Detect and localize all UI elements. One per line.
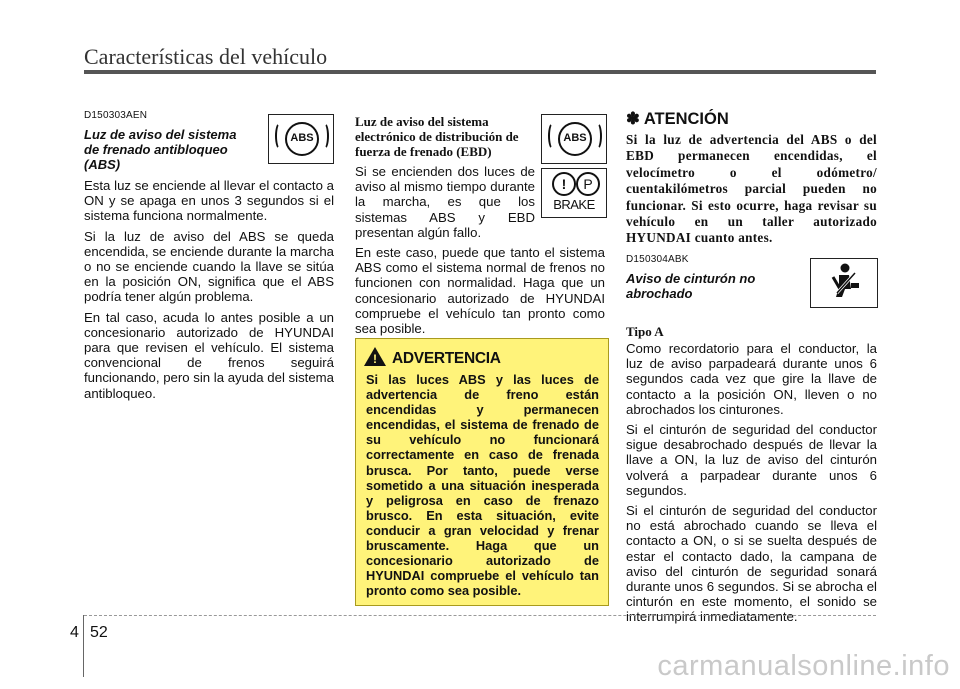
paragraph: Si se encienden dos luces de aviso al mismo tiempo durante la marcha, es que los sistemas ABS y EBD presentan algún fallo. bbox=[355, 164, 535, 240]
section-title-abs bbox=[84, 127, 254, 172]
paragraph: Si el cinturón de seguridad del conductor sigue desabrochado después de llevar la llave a ON, la luz de aviso del cinturón volverá a parpadear durante unos 6 segundos. bbox=[626, 422, 877, 498]
section-code: D150303AEN bbox=[84, 110, 148, 121]
footer-divider bbox=[83, 615, 84, 677]
paragraph: Si el cinturón de seguridad del conductor no está abrochado cuando se lleva el contacto a ON, o si se suelta después de estar el contacto dado, la campana de aviso del cinturón de seguridad sonará durante unos 6 segundos. Si se abrocha el cinturón en este momento, el sonido se interrumpirá inmediatamente. bbox=[626, 503, 877, 625]
paragraph: Esta luz se enciende al llevar el contacto a ON y se apaga en unos 3 segundos si el sistema funciona normalmente. bbox=[84, 178, 334, 224]
type-label: Tipo A bbox=[626, 324, 664, 339]
abs-warning-icon bbox=[268, 114, 334, 164]
section-seatbelt bbox=[626, 254, 877, 630]
abs-arc-left bbox=[275, 122, 285, 150]
title-line: electrónico de distribución de bbox=[355, 129, 519, 144]
page-header-title: Características del vehículo bbox=[84, 44, 328, 69]
title-line: abrochado bbox=[626, 286, 693, 301]
abs-circle bbox=[558, 122, 592, 156]
brake-warning-icon bbox=[541, 168, 607, 218]
parking-circle-icon: P bbox=[576, 172, 600, 196]
title-line: de frenado antibloqueo bbox=[84, 142, 228, 157]
abs-arc-left bbox=[548, 122, 558, 150]
section-title-ebd bbox=[355, 114, 540, 159]
column-attention-seatbelt bbox=[626, 110, 877, 247]
abs-arc-right bbox=[592, 122, 602, 150]
attention-title bbox=[626, 110, 877, 129]
paragraph: Como recordatorio para el conductor, la luz de aviso parpadeará durante unos 6 segundos cada vez que gire la llave de contacto a la posición ON, lleven o no abrochados los cinturones. bbox=[626, 341, 877, 417]
warning-label: ADVERTENCIA bbox=[392, 350, 501, 367]
abs-icon-label: ABS bbox=[563, 132, 587, 144]
footer-rule bbox=[84, 615, 876, 617]
brake-label: BRAKE bbox=[553, 197, 595, 212]
section-number: 4 bbox=[70, 624, 79, 641]
title-line: fuerza de frenado (EBD) bbox=[355, 144, 492, 159]
title-line: Luz de aviso del sistema bbox=[355, 114, 489, 129]
seatbelt-warning-icon bbox=[810, 258, 878, 308]
title-line: Aviso de cinturón no bbox=[626, 271, 756, 286]
watermark: carmanualsonline.info bbox=[657, 650, 950, 682]
attention-star-icon: ✽ bbox=[626, 110, 640, 128]
abs-arc-right bbox=[319, 122, 329, 150]
warning-exclamation-mark: ! bbox=[373, 352, 377, 366]
abs-warning-icon bbox=[541, 114, 607, 164]
attention-text: Si la luz de advertencia del ABS o del EBD permanecen encendidas, el velocímetro o el odómetro/ cuentakilómetros parcial pueden no funcionar. Si esto ocurre, haga revisar su vehículo en un taller autorizado HYUNDAI cuanto antes. bbox=[626, 132, 877, 246]
paragraph: En tal caso, acuda lo antes posible a un concesionario autorizado de HYUNDAI para que revisen el vehículo. El sistema convencional de frenos seguirá funcionando, pero sin la ayuda del sistema antibloqueo. bbox=[84, 309, 334, 401]
page-number: 52 bbox=[90, 624, 108, 641]
title-line: (ABS) bbox=[84, 157, 121, 172]
section-code: D150304ABK bbox=[626, 254, 689, 265]
exclamation-circle-icon: ! bbox=[552, 172, 576, 196]
warning-box bbox=[355, 338, 609, 606]
paragraph: En este caso, puede que tanto el sistema ABS como el sistema normal de frenos no funcionen con normalidad. Haga que un concesionario autorizado de HYUNDAI compruebe el vehículo tan pronto como sea posible. bbox=[355, 245, 605, 337]
abs-circle bbox=[285, 122, 319, 156]
abs-icon-label: ABS bbox=[290, 132, 314, 144]
title-line: Luz de aviso del sistema bbox=[84, 127, 237, 142]
header-rule bbox=[84, 70, 876, 74]
seatbelt-person-icon bbox=[811, 259, 877, 307]
warning-text: Si las luces ABS y las luces de advertencia de freno están encendidas y permanecen encendidas, el sistema de frenado de su vehículo no funcionará correctamente en caso de frenada brusca. Por tanto, puede verse sometido a una situación inesperada y peligrosa en caso de frenazo brusco. En esta situación, evite conducir a gran velocidad y frenar bruscamente. Haga que un concesionario autorizado de HYUNDAI compruebe el vehículo tan pronto como sea posible. bbox=[366, 372, 599, 599]
attention-title-text: ATENCIÓN bbox=[643, 110, 729, 128]
paragraph: Si la luz de aviso del ABS se queda encendida, se enciende durante la marcha o no se enciende cuando la llave se sitúa en la posición ON, significa que el ABS podría tener algún problema. bbox=[84, 228, 334, 305]
